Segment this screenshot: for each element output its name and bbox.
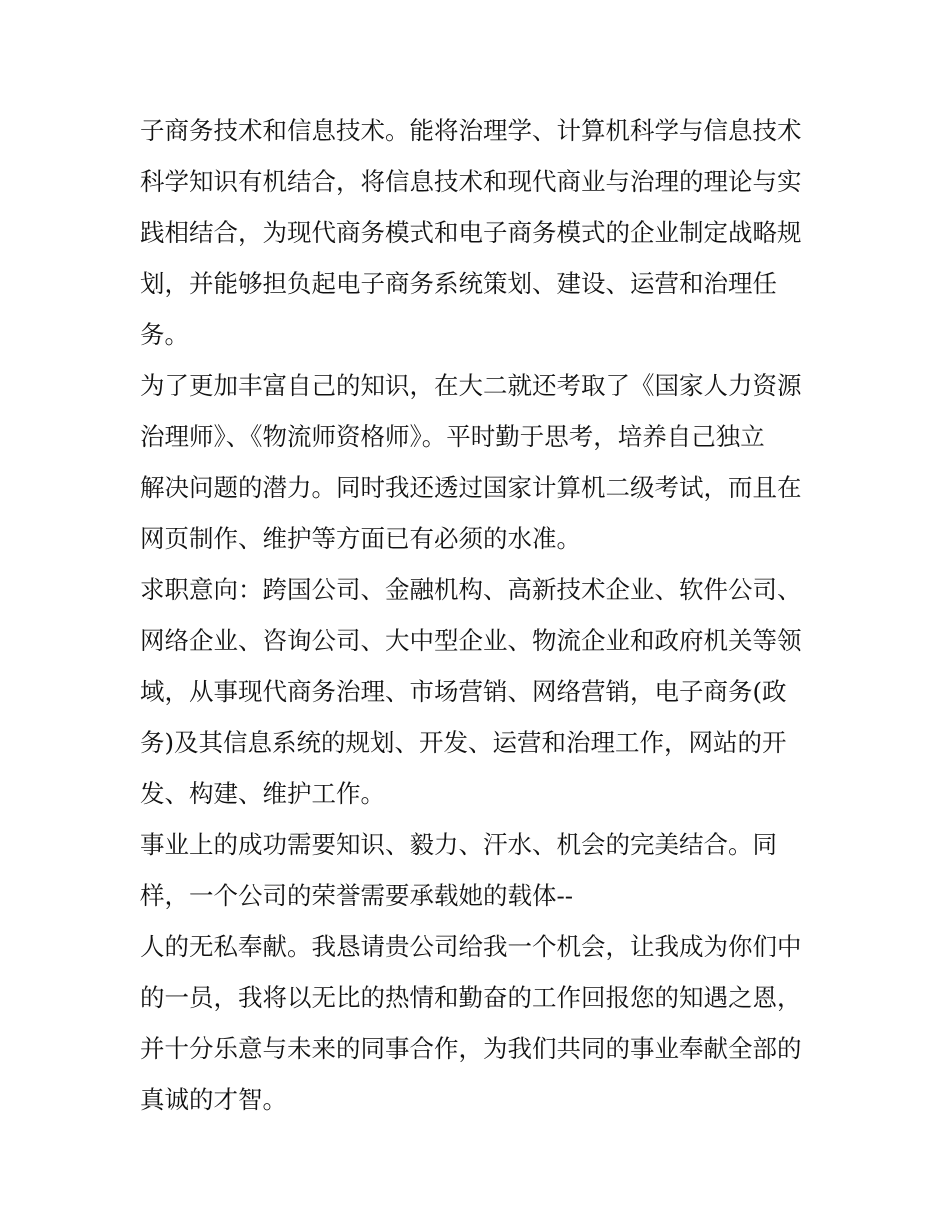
- text-line: 子商务技术和信息技术。能将治理学、计算机科学与信息技术: [140, 116, 802, 145]
- text-line: 务)及其信息系统的规划、开发、运营和治理工作，网站的开: [140, 728, 787, 757]
- paragraph-certificates: [140, 360, 830, 564]
- text-line: 样，一个公司的荣誉需要承载她的载体--: [140, 881, 574, 910]
- text-line: 科学知识有机结合，将信息技术和现代商业与治理的理论与实: [140, 167, 802, 196]
- text-line: 的一员，我将以无比的热情和勤奋的工作回报您的知遇之恩，: [140, 983, 802, 1012]
- document-body: [140, 105, 830, 1125]
- text-line: 划，并能够担负起电子商务系统策划、建设、运营和治理任: [140, 269, 777, 298]
- text-line: 网络企业、咨询公司、大中型企业、物流企业和政府机关等领: [140, 626, 802, 655]
- text-line: 事业上的成功需要知识、毅力、汗水、机会的完美结合。同: [140, 830, 777, 859]
- text-line: 网页制作、维护等方面已有必须的水准。: [140, 524, 581, 553]
- text-line: 为了更加丰富自己的知识，在大二就还考取了《国家人力资源: [140, 371, 802, 400]
- text-line: 务。: [140, 320, 189, 349]
- text-line: 域，从事现代商务治理、市场营销、网络营销，电子商务(政: [140, 677, 787, 706]
- text-line: 解决问题的潜力。同时我还透过国家计算机二级考试，而且在: [140, 473, 802, 502]
- text-line: 践相结合，为现代商务模式和电子商务模式的企业制定战略规: [140, 218, 802, 247]
- text-line: 真诚的才智。: [140, 1085, 287, 1114]
- text-line: 发、构建、维护工作。: [140, 779, 385, 808]
- paragraph-qualifications: [140, 105, 830, 360]
- text-line: 求职意向：跨国公司、金融机构、高新技术企业、软件公司、: [140, 575, 802, 604]
- paragraph-closing: [140, 819, 830, 1125]
- text-line: 治理师》、《物流师资格师》。平时勤于思考，培养自己独立: [140, 422, 765, 451]
- text-line: 人的无私奉献。我恳请贵公司给我一个机会，让我成为你们中: [140, 932, 802, 961]
- text-line: 并十分乐意与未来的同事合作，为我们共同的事业奉献全部的: [140, 1034, 802, 1063]
- paragraph-job-intention: [140, 564, 830, 819]
